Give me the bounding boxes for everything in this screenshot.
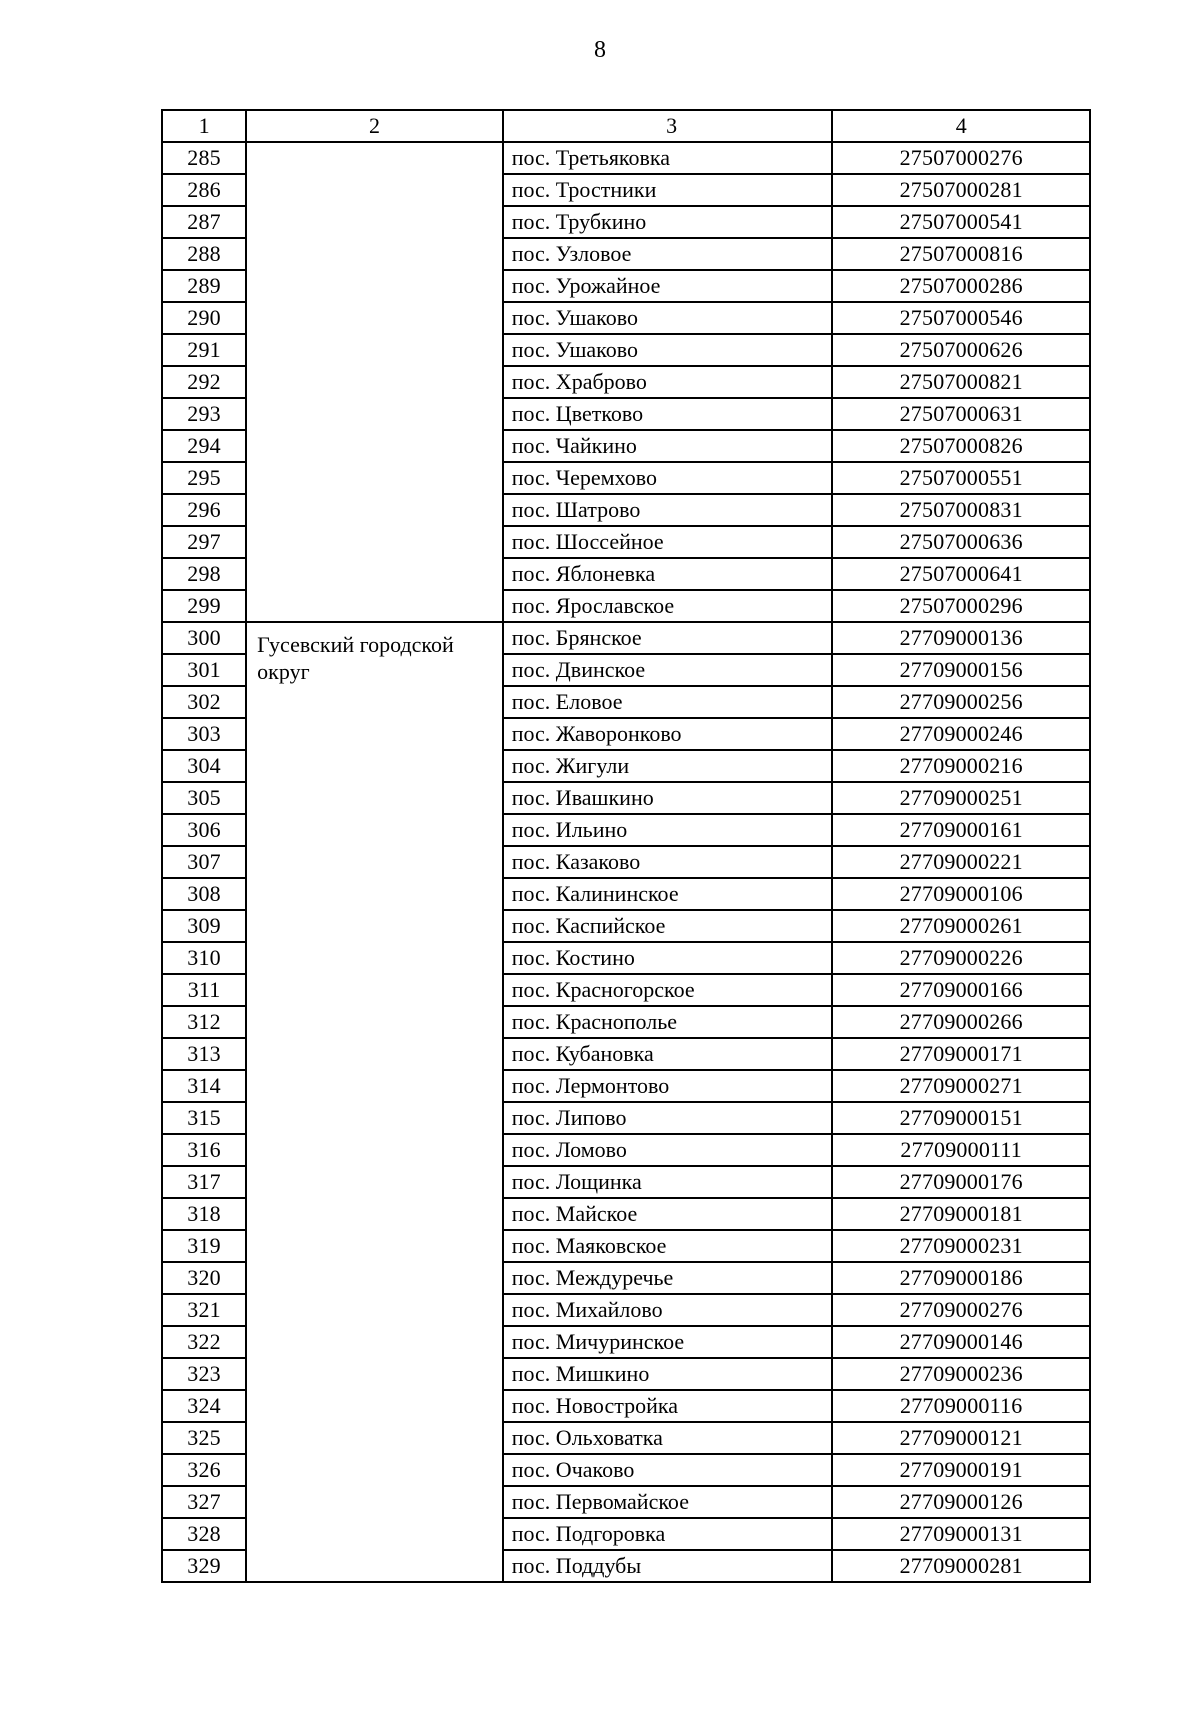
table-row: [162, 622, 1090, 654]
settlement-name: пос. Двинское: [503, 654, 833, 686]
settlement-name: пос. Липово: [503, 1102, 833, 1134]
settlement-name: пос. Ярославское: [503, 590, 833, 622]
row-number: 313: [162, 1038, 246, 1070]
settlement-name: пос. Ломово: [503, 1134, 833, 1166]
okato-code: 27709000171: [832, 1038, 1090, 1070]
row-number: 314: [162, 1070, 246, 1102]
settlement-name: пос. Междуречье: [503, 1262, 833, 1294]
row-number: 308: [162, 878, 246, 910]
settlement-name: пос. Шатрово: [503, 494, 833, 526]
okato-code: 27507000276: [832, 142, 1090, 174]
district-cell: [246, 622, 503, 1582]
row-number: 329: [162, 1550, 246, 1582]
settlement-name: пос. Еловое: [503, 686, 833, 718]
okato-code: 27507000286: [832, 270, 1090, 302]
okato-code: 27709000121: [832, 1422, 1090, 1454]
settlement-name: пос. Ольховатка: [503, 1422, 833, 1454]
row-number: 296: [162, 494, 246, 526]
row-number: 288: [162, 238, 246, 270]
settlement-name: пос. Третьяковка: [503, 142, 833, 174]
okato-code: 27709000166: [832, 974, 1090, 1006]
header-row: [162, 110, 1090, 142]
row-number: 298: [162, 558, 246, 590]
row-number: 290: [162, 302, 246, 334]
settlement-name: пос. Михайлово: [503, 1294, 833, 1326]
row-number: 324: [162, 1390, 246, 1422]
settlement-name: пос. Ильино: [503, 814, 833, 846]
row-number: 310: [162, 942, 246, 974]
settlement-name: пос. Кубановка: [503, 1038, 833, 1070]
settlement-name: пос. Новостройка: [503, 1390, 833, 1422]
row-number: 286: [162, 174, 246, 206]
okato-code: 27507000826: [832, 430, 1090, 462]
okato-code: 27709000226: [832, 942, 1090, 974]
okato-code: 27709000106: [832, 878, 1090, 910]
okato-code: 27709000176: [832, 1166, 1090, 1198]
row-number: 285: [162, 142, 246, 174]
okato-code: 27709000181: [832, 1198, 1090, 1230]
settlement-name: пос. Ивашкино: [503, 782, 833, 814]
district-cell: [246, 142, 503, 622]
row-number: 289: [162, 270, 246, 302]
settlement-name: пос. Урожайное: [503, 270, 833, 302]
okato-code: 27709000156: [832, 654, 1090, 686]
settlement-name: пос. Подгоровка: [503, 1518, 833, 1550]
row-number: 320: [162, 1262, 246, 1294]
okato-code: 27709000271: [832, 1070, 1090, 1102]
settlement-name: пос. Красногорское: [503, 974, 833, 1006]
okato-code: 27709000126: [832, 1486, 1090, 1518]
settlement-name: пос. Первомайское: [503, 1486, 833, 1518]
okato-code: 27709000191: [832, 1454, 1090, 1486]
row-number: 305: [162, 782, 246, 814]
settlement-name: пос. Трубкино: [503, 206, 833, 238]
settlement-name: пос. Краснополье: [503, 1006, 833, 1038]
settlement-name: пос. Калининское: [503, 878, 833, 910]
okato-code: 27507000631: [832, 398, 1090, 430]
row-number: 325: [162, 1422, 246, 1454]
okato-code: 27709000136: [832, 622, 1090, 654]
table-row: [162, 142, 1090, 174]
district-name-line: округ: [257, 659, 310, 684]
settlement-name: пос. Брянское: [503, 622, 833, 654]
okato-code: 27507000541: [832, 206, 1090, 238]
row-number: 294: [162, 430, 246, 462]
okato-code: 27709000251: [832, 782, 1090, 814]
okato-code: 27507000551: [832, 462, 1090, 494]
row-number: 291: [162, 334, 246, 366]
row-number: 327: [162, 1486, 246, 1518]
okato-code: 27709000151: [832, 1102, 1090, 1134]
row-number: 316: [162, 1134, 246, 1166]
okato-code: 27507000831: [832, 494, 1090, 526]
settlements-table: [161, 109, 1091, 1583]
okato-code: 27709000256: [832, 686, 1090, 718]
okato-code: 27507000626: [832, 334, 1090, 366]
page-number: 8: [594, 37, 606, 63]
settlement-name: пос. Цветково: [503, 398, 833, 430]
row-number: 301: [162, 654, 246, 686]
okato-code: 27709000186: [832, 1262, 1090, 1294]
settlement-name: пос. Маяковское: [503, 1230, 833, 1262]
okato-code: 27709000146: [832, 1326, 1090, 1358]
row-number: 300: [162, 622, 246, 654]
column-header-1: 1: [162, 110, 246, 142]
row-number: 287: [162, 206, 246, 238]
row-number: 319: [162, 1230, 246, 1262]
settlement-name: пос. Очаково: [503, 1454, 833, 1486]
row-number: 292: [162, 366, 246, 398]
settlement-name: пос. Ушаково: [503, 302, 833, 334]
settlement-name: пос. Костино: [503, 942, 833, 974]
settlement-name: пос. Храброво: [503, 366, 833, 398]
okato-code: 27709000266: [832, 1006, 1090, 1038]
district-name-line: Гусевский городской: [257, 632, 454, 657]
settlement-name: пос. Узловое: [503, 238, 833, 270]
settlement-name: пос. Казаково: [503, 846, 833, 878]
okato-code: 27709000161: [832, 814, 1090, 846]
okato-code: 27709000261: [832, 910, 1090, 942]
okato-code: 27709000236: [832, 1358, 1090, 1390]
row-number: 315: [162, 1102, 246, 1134]
settlement-name: пос. Жаворонково: [503, 718, 833, 750]
row-number: 322: [162, 1326, 246, 1358]
settlement-name: пос. Каспийское: [503, 910, 833, 942]
settlement-name: пос. Черемхово: [503, 462, 833, 494]
settlement-name: пос. Лермонтово: [503, 1070, 833, 1102]
row-number: 328: [162, 1518, 246, 1550]
settlement-name: пос. Мишкино: [503, 1358, 833, 1390]
okato-code: 27507000636: [832, 526, 1090, 558]
row-number: 318: [162, 1198, 246, 1230]
row-number: 297: [162, 526, 246, 558]
okato-code: 27709000246: [832, 718, 1090, 750]
okato-code: 27709000111: [832, 1134, 1090, 1166]
settlement-name: пос. Майское: [503, 1198, 833, 1230]
row-number: 312: [162, 1006, 246, 1038]
okato-code: 27709000216: [832, 750, 1090, 782]
okato-code: 27709000231: [832, 1230, 1090, 1262]
okato-code: 27507000816: [832, 238, 1090, 270]
okato-code: 27507000821: [832, 366, 1090, 398]
row-number: 303: [162, 718, 246, 750]
row-number: 306: [162, 814, 246, 846]
okato-code: 27507000296: [832, 590, 1090, 622]
row-number: 317: [162, 1166, 246, 1198]
row-number: 304: [162, 750, 246, 782]
row-number: 299: [162, 590, 246, 622]
settlement-name: пос. Мичуринское: [503, 1326, 833, 1358]
okato-code: 27709000221: [832, 846, 1090, 878]
column-header-3: 3: [503, 110, 833, 142]
okato-code: 27507000641: [832, 558, 1090, 590]
column-header-2: 2: [246, 110, 503, 142]
settlement-name: пос. Ушаково: [503, 334, 833, 366]
row-number: 311: [162, 974, 246, 1006]
row-number: 321: [162, 1294, 246, 1326]
okato-code: 27709000131: [832, 1518, 1090, 1550]
column-header-4: 4: [832, 110, 1090, 142]
row-number: 302: [162, 686, 246, 718]
settlement-name: пос. Жигули: [503, 750, 833, 782]
row-number: 309: [162, 910, 246, 942]
settlement-name: пос. Чайкино: [503, 430, 833, 462]
row-number: 307: [162, 846, 246, 878]
table-body: [162, 110, 1090, 1582]
row-number: 326: [162, 1454, 246, 1486]
okato-code: 27709000281: [832, 1550, 1090, 1582]
row-number: 323: [162, 1358, 246, 1390]
settlement-name: пос. Тростники: [503, 174, 833, 206]
okato-code: 27709000276: [832, 1294, 1090, 1326]
okato-code: 27507000281: [832, 174, 1090, 206]
okato-code: 27507000546: [832, 302, 1090, 334]
settlement-name: пос. Шоссейное: [503, 526, 833, 558]
okato-code: 27709000116: [832, 1390, 1090, 1422]
settlement-name: пос. Яблоневка: [503, 558, 833, 590]
row-number: 295: [162, 462, 246, 494]
settlement-name: пос. Поддубы: [503, 1550, 833, 1582]
settlement-name: пос. Лощинка: [503, 1166, 833, 1198]
row-number: 293: [162, 398, 246, 430]
